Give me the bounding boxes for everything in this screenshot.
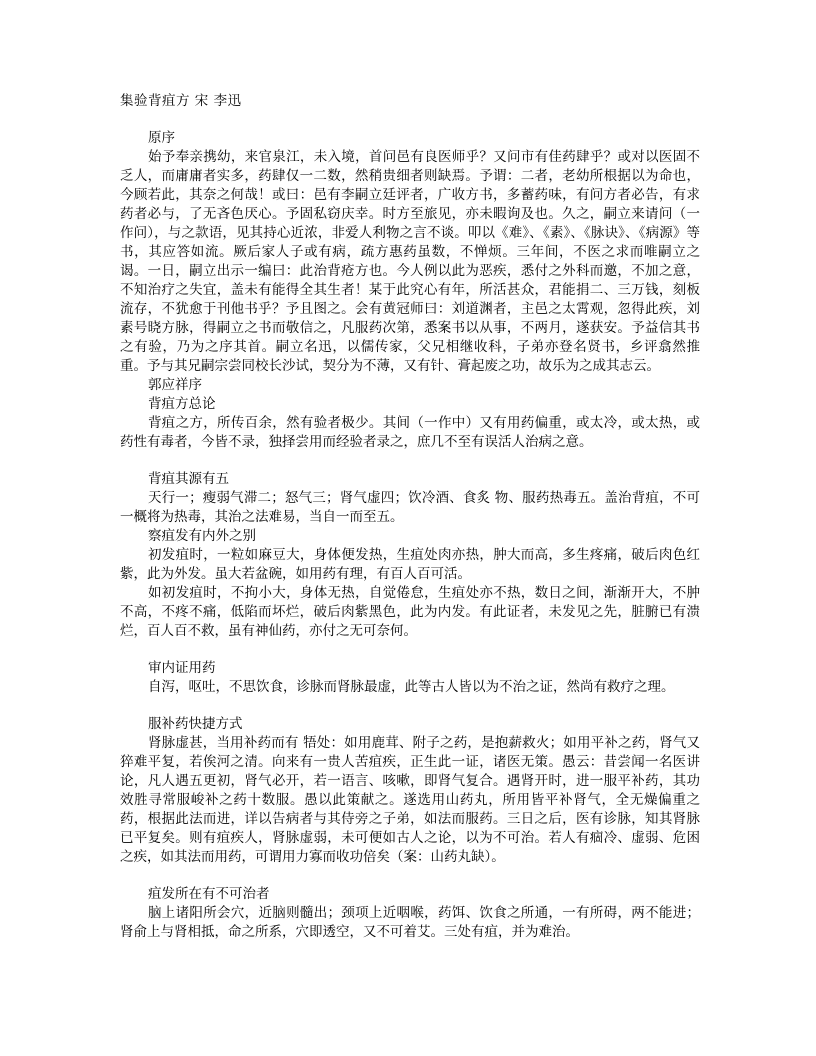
guo-preface-heading: 郭应祥序	[148, 377, 202, 393]
general-paragraph: 背疽之方，所传百余，然有验者极少。其间（一作中）又有用药偏重，或太冷，或太热，或药性有毒者，今皆不录，独择尝用而经验者录之，庶几不至有误活人治病之意。	[120, 415, 700, 450]
incurable-paragraph: 脑上诸阳所会穴，近脑则髓出；颈项上近咽喉，药饵、饮食之所通，一有所碍，两不能进；肾俞上与肾相抵，命之所系，穴即透空，又不可着艾。三处有疽，并为难治。	[120, 905, 700, 940]
differ-paragraph-1: 初发疽时，一粒如麻豆大，身体便发热，生疽处肉亦热，肿大而高，多生疼痛，破后肉色红紫，此为外发。虽大若盆碗，如用药有理，有百人百可活。	[120, 547, 700, 582]
internal-paragraph: 自泻，呕吐，不思饮食，诊脉而肾脉最虚，此等古人皆以为不治之证，然尚有救疗之理。	[148, 679, 675, 695]
preface-paragraph: 始予奉亲携幼，来官泉江，未入境，首问邑有良医师乎？又问市有佳药肆乎？或对以医固不乏人，而庸庸者实多，药肆仅一二数，然稍贵细者则缺焉。予谓：二者，老幼所根据以为命也，今顾若此，其奈之何哉！或曰：邑有李嗣立廷评者，广收方书，多蓄药味，有问方者必告，有求药者必与，了无吝色厌心。予固私窃庆幸。时方至旅见，亦未暇询及也。久之，嗣立来请问（一作问），与之款语，见其持心近浓，非爱人利物之言不谈。叩以《难》、《素》、《脉诀》、《病源》等书，其应答如流。厥后家人子或有病，疏方惠药虽数，不惮烦。三年间，不医之求而唯嗣立之谒。一日，嗣立出示一编曰：此治背疮方也。今人例以此为恶疾，悉付之外科而邀，不加之意，不知治疗之失宜，盖未有能得全其生者！某于此究心有年，所活甚众，君能捐二、三万钱，刻板流存，不犹愈于刊他书乎？予且图之。会有黄冠师曰：刘道渊者，主邑之太霄观，忽得此疾，刘素号晓方脉，得嗣立之书而敬信之，凡服药次第，悉案书以从事，不两月，遂获安。予益信其书之有验，乃为之序其首。嗣立名迅，以儒传家，父兄相继收科，子弟亦登名贤书，乡评翕然推重。予与其兄嗣宗尝同校长沙试，契分为不薄，又有针、膏起废之功，故乐为之成其志云。	[120, 149, 700, 374]
spacer	[120, 867, 700, 885]
general-heading: 背疽方总论	[148, 396, 216, 412]
spacer	[120, 697, 700, 715]
incurable-heading: 疽发所在有不可治者	[148, 886, 270, 902]
source-heading: 背疽其源有五	[148, 471, 229, 487]
internal-heading: 审内证用药	[148, 660, 216, 676]
differ-heading: 察疽发有内外之别	[148, 528, 256, 544]
document-body	[120, 129, 700, 942]
preface-heading: 原序	[148, 130, 175, 146]
tonic-heading: 服补药快捷方式	[148, 716, 243, 732]
source-paragraph: 天行一；瘦弱气滞二；怒气三；肾气虚四；饮冷酒、食炙 物、服药热毒五。盖治背疽，不可一概将为热毒，其治之法难易，当自一而至五。	[120, 490, 700, 525]
differ-paragraph-2: 如初发疽时，不拘小大，身体无热，自觉倦怠，生疽处亦不热，数日之间，渐渐开大，不肿不高，不疼不痛，低陷而坏烂，破后肉紫黑色，此为内发。有此证者，未发见之先，脏腑已有溃烂，百人百不救，虽有神仙药，亦付之无可奈何。	[120, 585, 700, 639]
tonic-paragraph: 肾脉虚甚，当用补药而有 牾处：如用鹿茸、附子之药，是抱薪救火；如用平补之药，肾气又猝难平复，若俟河之清。向来有一贵人苦疽疾，正生此一证，诸医无策。愚云：昔尝闻一名医讲论，凡人遇五更初，肾气必开，若一语言、咳嗽，即肾气复合。遇肾开时，进一服平补药，其功效胜寻常服峻补之药十数服。愚以此策献之。遂选用山药丸，所用皆平补肾气，全无燥偏重之药，根据此法而进，详以告病者与其侍旁之子弟，如法而服药。三日之后，医有诊脉，知其肾脉已平复矣。则有疽疾人，肾脉虚弱，未可便如古人之论，以为不可治。若人有痼冷、虚弱、危困之疾，如其法而用药，可谓用力寡而收功倍矣（案：山药丸缺）。	[120, 735, 700, 865]
spacer	[120, 641, 700, 659]
spacer	[120, 452, 700, 470]
document-title: 集验背疽方 宋 李迅	[120, 93, 242, 109]
